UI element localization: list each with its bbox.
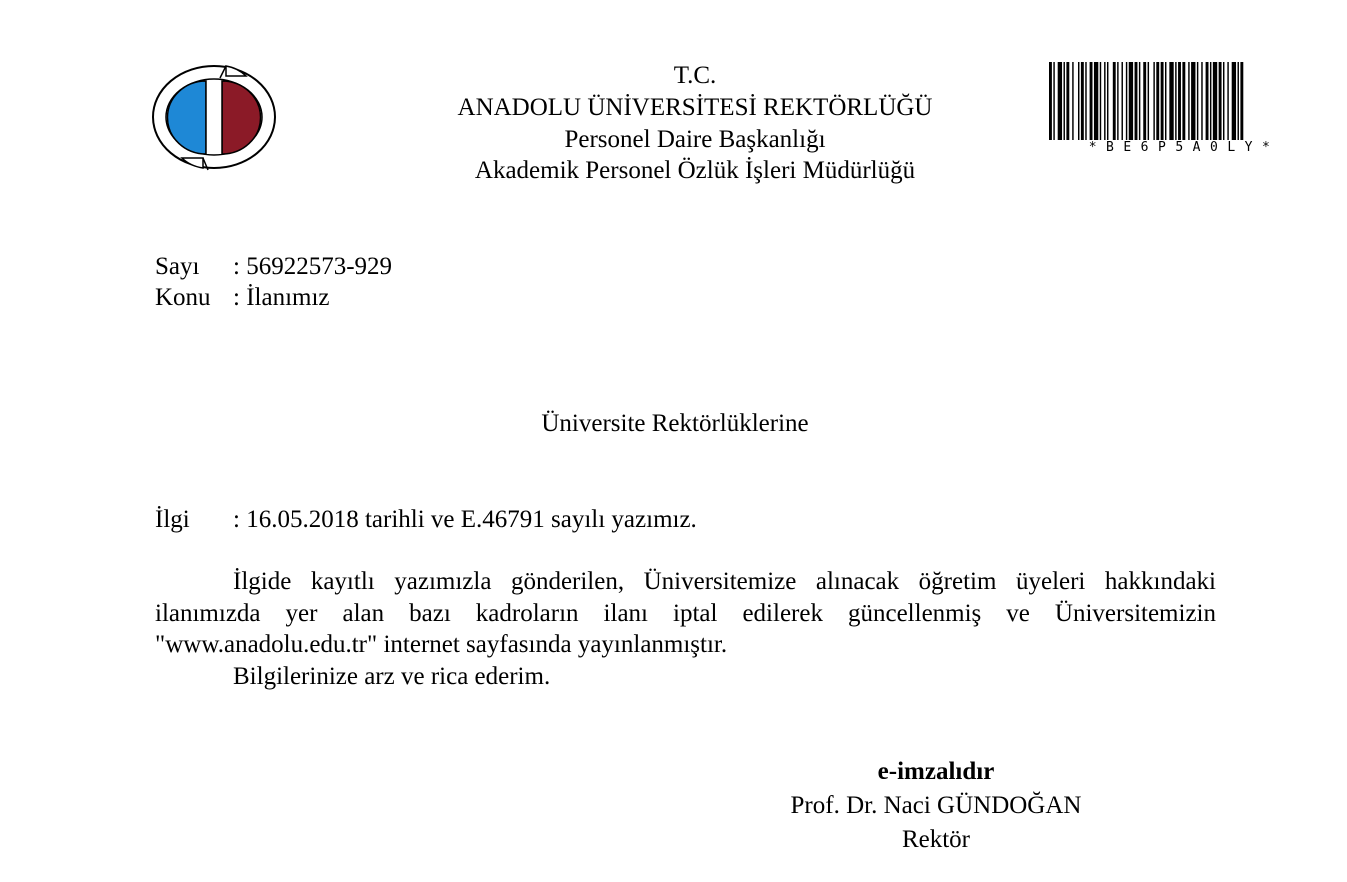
barcode-bar [1072, 62, 1073, 140]
barcode-bar [1058, 62, 1062, 140]
barcode-bar [1219, 62, 1222, 140]
barcode-bar [1104, 62, 1105, 140]
barcode-bar [1165, 62, 1166, 140]
barcode-bar [1126, 62, 1127, 140]
barcode-text: *BE6P5A0LY* [1088, 140, 1280, 155]
barcode-bar [1238, 62, 1239, 140]
signatory-name: Prof. Dr. Naci GÜNDOĞAN [790, 792, 1082, 819]
header-university: ANADOLU ÜNİVERSİTESİ REKTÖRLÜĞÜ [457, 94, 933, 121]
e-signature-status: e-imzalıdır [877, 758, 995, 785]
barcode-bar [1078, 62, 1079, 140]
signatory-title: Rektör [901, 826, 971, 853]
barcode-bar [1153, 62, 1154, 140]
barcode-bar [1148, 62, 1149, 140]
barcode-bar [1169, 62, 1173, 140]
barcode-bar [1210, 62, 1211, 140]
barcode-bar [1213, 62, 1217, 140]
barcode-bar [1188, 62, 1189, 140]
letter-body [155, 566, 1216, 692]
barcode-bar [1135, 62, 1138, 140]
university-logo [150, 62, 278, 172]
barcode-bar [1206, 62, 1209, 140]
barcode [1049, 62, 1319, 140]
barcode-bar [1085, 62, 1086, 140]
barcode-bar [1178, 62, 1181, 140]
barcode-bar [1182, 62, 1185, 140]
barcode-bar [1107, 62, 1108, 140]
sayi-value: : 56922573-929 [233, 253, 393, 280]
konu-label: Konu [155, 284, 211, 311]
barcode-bar [1197, 62, 1198, 140]
barcode-bar [1223, 62, 1224, 140]
ilgi-label: İlgi [155, 506, 190, 533]
barcode-bar [1156, 62, 1159, 140]
konu-value: : İlanımız [233, 284, 330, 311]
barcode-bar [1081, 62, 1084, 140]
barcode-bar [1227, 62, 1228, 140]
header-department: Personel Daire Başkanlığı [564, 126, 826, 153]
barcode-bar [1240, 62, 1243, 140]
barcode-bar [1139, 62, 1140, 140]
addressee: Üniversite Rektörlüklerine [541, 410, 809, 437]
barcode-bar [1191, 62, 1195, 140]
body-paragraph-1: İlgide kayıtlı yazımızla gönderilen, Üniversitemize alınacak öğretim üyeleri hakkındaki ilanımızda yer alan bazı kadroların ilanı iptal edilerek güncellenmiş ve Üniversitemizin "www.anadolu.edu.tr" internet sayfasında yayınlanmıştır. [155, 568, 1216, 658]
ilgi-value: : 16.05.2018 tarihli ve E.46791 sayılı yazımız. [233, 506, 697, 533]
barcode-bar [1143, 62, 1146, 140]
barcode-bar [1175, 62, 1176, 140]
barcode-bar [1129, 62, 1133, 140]
sayi-label: Sayı [155, 253, 200, 280]
header-tc: T.C. [673, 62, 717, 89]
barcode-bar [1161, 62, 1164, 140]
barcode-bar [1094, 62, 1098, 140]
barcode-bar [1066, 62, 1069, 140]
barcode-bar [1122, 62, 1123, 140]
barcode-bar [1113, 62, 1116, 140]
barcode-bar [1232, 62, 1236, 140]
barcode-bar [1201, 62, 1202, 140]
body-paragraph-2: Bilgilerinize arz ve rica ederim. [233, 662, 551, 690]
barcode-bar [1053, 62, 1054, 140]
barcode-bar [1064, 62, 1065, 140]
barcode-bar [1117, 62, 1118, 140]
header-directorate: Akademik Personel Özlük İşleri Müdürlüğü [474, 157, 916, 184]
barcode-bar [1049, 62, 1052, 140]
barcode-bar [1090, 62, 1093, 140]
barcode-bar [1100, 62, 1101, 140]
